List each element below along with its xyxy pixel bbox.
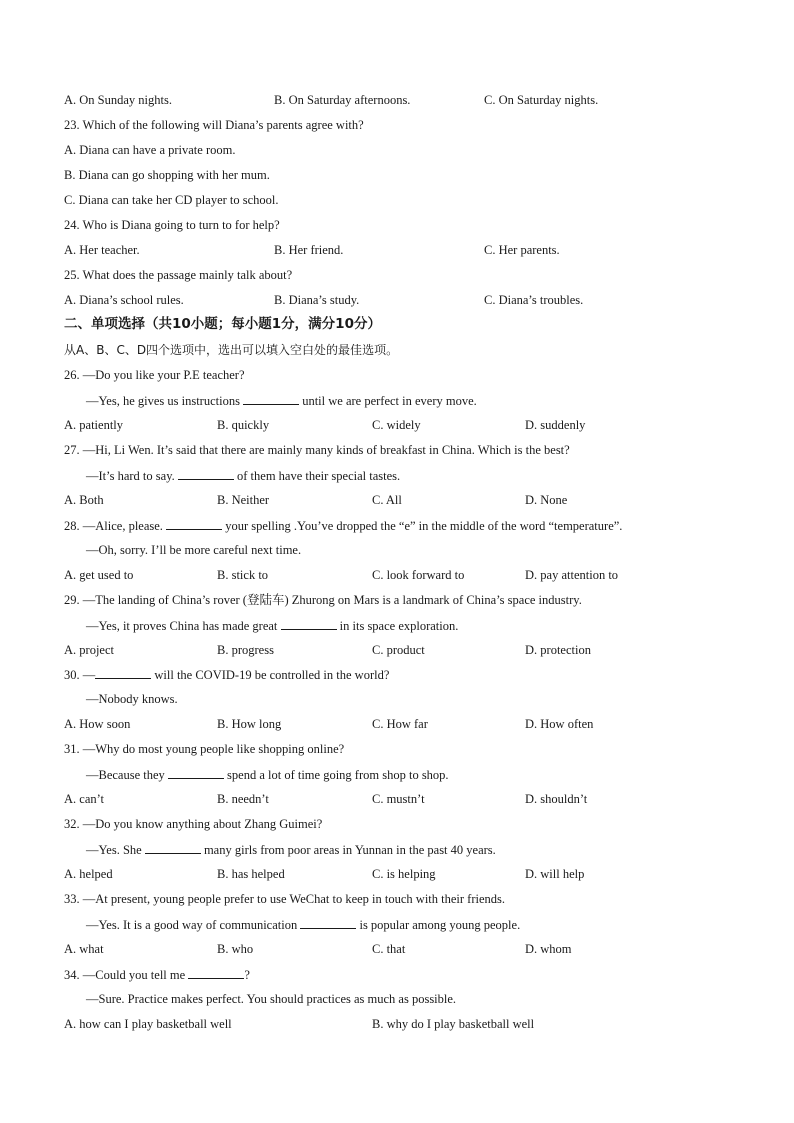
q31-options (64, 791, 754, 807)
q28-option-d: D. pay attention to (525, 568, 619, 582)
q27-line2 (86, 467, 754, 483)
q33-options (64, 941, 754, 957)
q27-option-b: B. Neither (217, 493, 270, 507)
q26-option-a: A. patiently (64, 418, 124, 432)
q34-option-a: A. how can I play basketball well (64, 1017, 232, 1031)
q33-line1: 33. —At present, young people prefer to use WeChat to keep in touch with their friends. (64, 892, 506, 906)
answer-blank (168, 766, 224, 779)
q32-line2 (86, 841, 754, 857)
q30-line1-end: will the COVID-19 be controlled in the world? (154, 668, 390, 682)
q28-option-a: A. get used to (64, 568, 134, 582)
q25-option-c: C. Diana’s troubles. (484, 293, 584, 307)
q28-option-c: C. look forward to (372, 568, 465, 582)
q23-stem: 23. Which of the following will Diana’s parents agree with? (64, 118, 364, 132)
q29-line2 (86, 617, 754, 633)
q34-option-b: B. why do I play basketball well (372, 1017, 535, 1031)
q32-line2-start: —Yes. She (86, 843, 142, 857)
q30-line1 (64, 666, 754, 682)
q31-line2-start: —Because they (86, 768, 165, 782)
q33-line2-end: is popular among young people. (359, 918, 521, 932)
q26-line2-start: —Yes, he gives us instructions (86, 394, 240, 408)
q22-option-b: B. On Saturday afternoons. (274, 93, 411, 107)
q34-options (64, 1016, 754, 1032)
answer-blank (95, 666, 151, 679)
q27-option-a: A. Both (64, 493, 104, 507)
q34-line1 (64, 966, 754, 982)
q28-option-b: B. stick to (217, 568, 269, 582)
q22-options (64, 92, 754, 108)
q27-option-c: C. All (372, 493, 402, 507)
q29-option-c: C. product (372, 643, 425, 657)
answer-blank (145, 841, 201, 854)
q33-line2 (86, 916, 754, 932)
q29-option-b: B. progress (217, 643, 274, 657)
q25-option-b: B. Diana’s study. (274, 293, 360, 307)
q32-option-c: C. is helping (372, 867, 436, 881)
answer-blank (300, 916, 356, 929)
q31-line2-end: spend a lot of time going from shop to shop. (227, 768, 449, 782)
q24-option-a: A. Her teacher. (64, 243, 140, 257)
q30-line2: —Nobody knows. (86, 692, 178, 706)
q23-option-b: B. Diana can go shopping with her mum. (64, 168, 270, 182)
q33-line2-start: —Yes. It is a good way of communication (86, 918, 298, 932)
q27-option-d: D. None (525, 493, 568, 507)
q28-line1-start: 28. —Alice, please. (64, 519, 163, 533)
q23-option-c: C. Diana can take her CD player to school. (64, 193, 279, 207)
q26-option-c: C. widely (372, 418, 421, 432)
q25-stem: 25. What does the passage mainly talk about? (64, 268, 293, 282)
q31-option-b: B. needn’t (217, 792, 269, 806)
answer-blank (281, 617, 337, 630)
q27-line1: 27. —Hi, Li Wen. It’s said that there are mainly many kinds of breakfast in China. Which is the best? (64, 443, 570, 457)
q30-options (64, 716, 754, 732)
q31-option-c: C. mustn’t (372, 792, 425, 806)
q30-option-c: C. How far (372, 717, 428, 731)
q25-option-a: A. Diana’s school rules. (64, 293, 184, 307)
q29-line2-end: in its space exploration. (339, 619, 459, 633)
q32-option-a: A. helped (64, 867, 113, 881)
q26-option-b: B. quickly (217, 418, 270, 432)
q28-options (64, 567, 754, 583)
q30-option-a: A. How soon (64, 717, 131, 731)
q26-line2-end: until we are perfect in every move. (302, 394, 477, 408)
section-heading: 二、单项选择（共10小题；每小题1分，满分10分） (64, 316, 381, 332)
section-instruction: 从A、B、C、D四个选项中，选出可以填入空白处的最佳选项。 (64, 343, 399, 357)
q33-option-b: B. who (217, 942, 254, 956)
q33-option-a: A. what (64, 942, 104, 956)
q32-options (64, 866, 754, 882)
q28-line1-end: your spelling .You’ve dropped the “e” in the middle of the word “temperature”. (225, 519, 623, 533)
q29-option-d: D. protection (525, 643, 591, 657)
q24-stem: 24. Who is Diana going to turn to for help? (64, 218, 280, 232)
q34-line2: —Sure. Practice makes perfect. You should practices as much as possible. (86, 992, 457, 1006)
q31-option-d: D. shouldn’t (525, 792, 588, 806)
q27-line2-end: of them have their special tastes. (237, 469, 401, 483)
answer-blank (166, 517, 222, 530)
q29-options (64, 642, 754, 658)
q25-options (64, 292, 754, 308)
answer-blank (188, 966, 244, 979)
q26-line2 (86, 392, 754, 408)
answer-blank (178, 467, 234, 480)
q32-option-b: B. has helped (217, 867, 285, 881)
q28-line1 (64, 517, 754, 533)
q33-option-d: D. whom (525, 942, 572, 956)
q29-line2-start: —Yes, it proves China has made great (86, 619, 278, 633)
q24-options (64, 242, 754, 258)
q28-line2: —Oh, sorry. I’ll be more careful next time. (86, 543, 302, 557)
q30-option-b: B. How long (217, 717, 282, 731)
q24-option-c: C. Her parents. (484, 243, 560, 257)
q27-options (64, 492, 754, 508)
q27-line2-start: —It’s hard to say. (86, 469, 175, 483)
q30-line1-start: 30. — (64, 668, 96, 682)
q34-line1-start: 34. —Could you tell me (64, 968, 186, 982)
q26-option-d: D. suddenly (525, 418, 586, 432)
q22-option-c: C. On Saturday nights. (484, 93, 599, 107)
q31-line2 (86, 766, 754, 782)
answer-blank (243, 392, 299, 405)
q26-options (64, 417, 754, 433)
q26-line1: 26. —Do you like your P.E teacher? (64, 368, 245, 382)
q29-option-a: A. project (64, 643, 114, 657)
q31-line1: 31. —Why do most young people like shopping online? (64, 742, 345, 756)
q22-option-a: A. On Sunday nights. (64, 93, 172, 107)
q24-option-b: B. Her friend. (274, 243, 344, 257)
q23-option-a: A. Diana can have a private room. (64, 143, 236, 157)
q32-line2-end: many girls from poor areas in Yunnan in the past 40 years. (203, 843, 496, 857)
q34-line1-end: ? (244, 968, 250, 982)
q32-line1: 32. —Do you know anything about Zhang Guimei? (64, 817, 323, 831)
q30-option-d: D. How often (525, 717, 594, 731)
q33-option-c: C. that (372, 942, 406, 956)
q31-option-a: A. can’t (64, 792, 105, 806)
q32-option-d: D. will help (525, 867, 585, 881)
q29-line1: 29. —The landing of China’s rover (登陆车) Zhurong on Mars is a landmark of China’s space industry. (64, 593, 582, 607)
